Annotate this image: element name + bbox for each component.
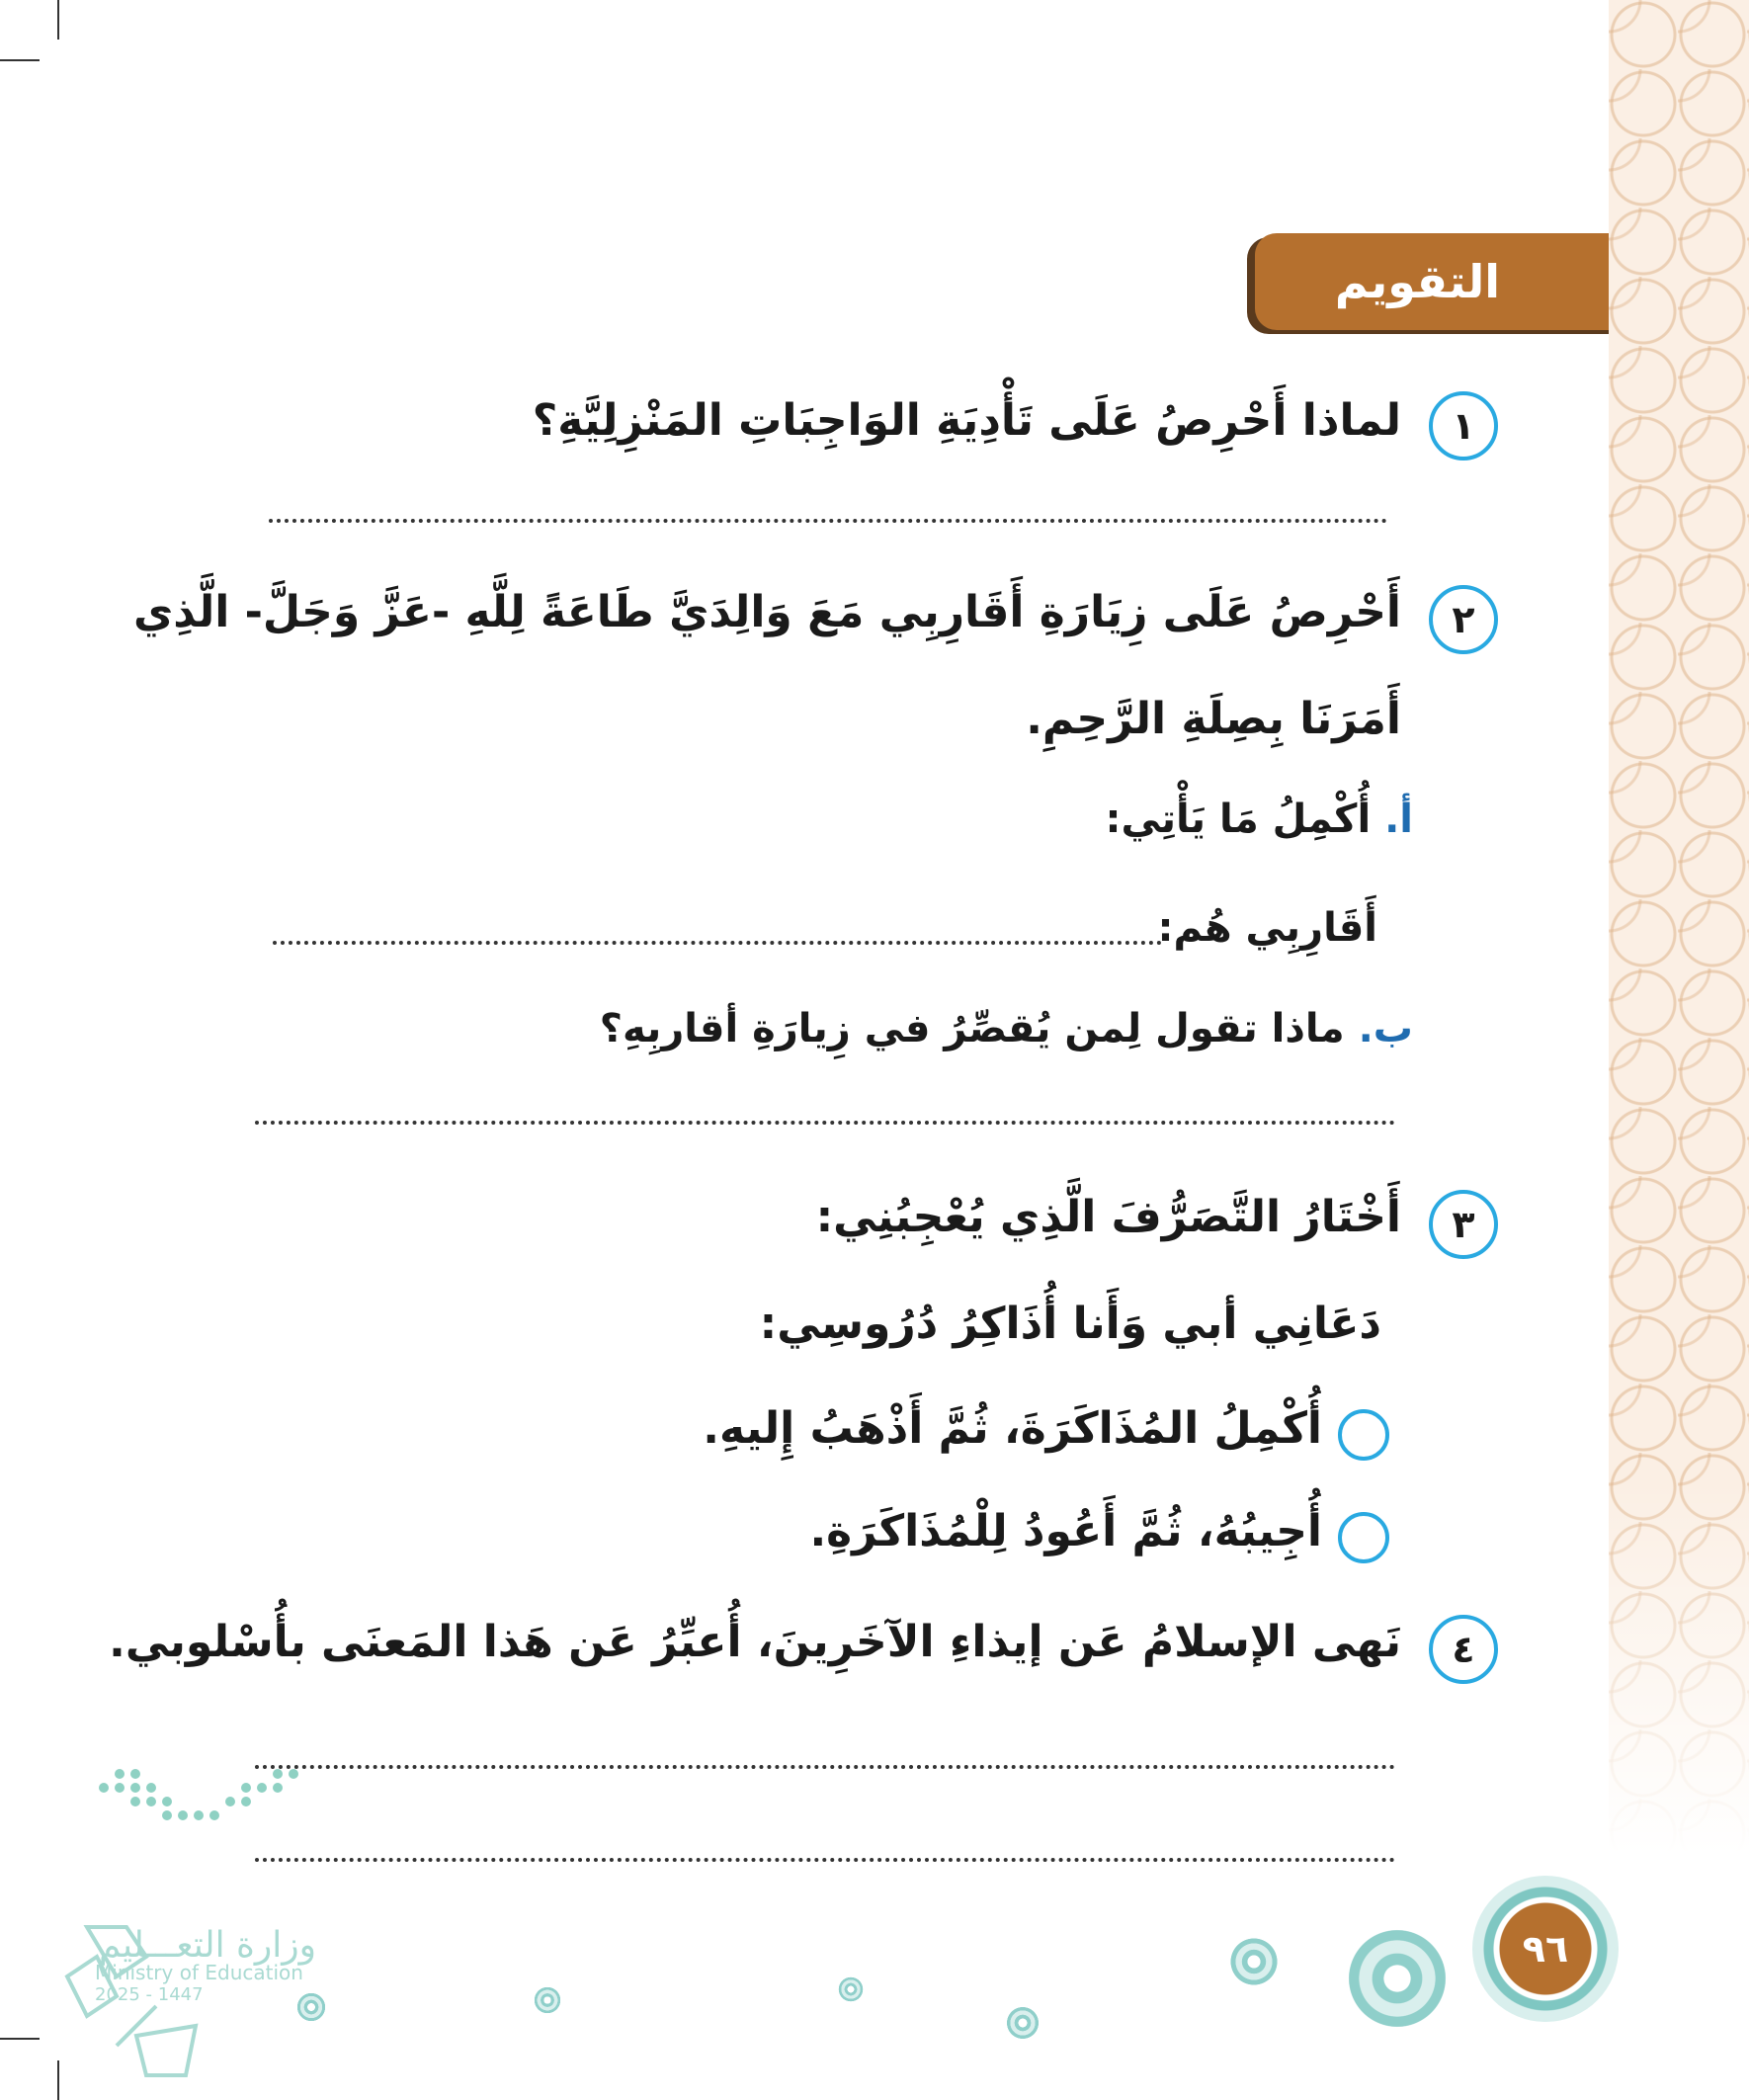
answer-line-2a bbox=[273, 941, 1162, 945]
option-2-text: أُجِيبُهُ، ثُمَّ أَعُودُ لِلْمُذَاكَرَةِ. bbox=[809, 1506, 1322, 1556]
question-2a-text: أُكْمِلُ مَا يَأْتِي: bbox=[1105, 797, 1372, 842]
crop-mark bbox=[0, 59, 40, 61]
question-1-number: ١ bbox=[1429, 391, 1498, 461]
question-2b bbox=[600, 1006, 1413, 1051]
question-4-number: ٤ bbox=[1429, 1615, 1498, 1684]
question-2b-text: ماذا تقول لِمن يُقصِّرُ في زِيارَةِ أقاربِهِ؟ bbox=[599, 1006, 1345, 1051]
option-2-radio[interactable] bbox=[1338, 1512, 1389, 1563]
decorative-rosette bbox=[838, 1976, 864, 2002]
question-1-text: لماذا أَحْرِصُ عَلَى تَأْدِيَةِ الوَاجِبَاتِ المَنْزِلِيَّةِ؟ bbox=[532, 395, 1401, 446]
ministry-name-en: Ministry of Education bbox=[95, 1961, 303, 1984]
ministry-name-ar: وزارة التعـــليم bbox=[99, 1925, 317, 1966]
edition-year: 2025 - 1447 bbox=[95, 1984, 204, 2005]
option-1-radio[interactable] bbox=[1338, 1409, 1389, 1461]
question-3-number: ٣ bbox=[1429, 1190, 1498, 1259]
decorative-rosette bbox=[1229, 1937, 1279, 1986]
answer-line-4a bbox=[255, 1765, 1395, 1769]
question-2-number: ٢ bbox=[1429, 585, 1498, 654]
question-2a-prompt: أَقَارِبِي هُم: bbox=[1157, 905, 1377, 951]
decorative-rosette bbox=[534, 1986, 561, 2014]
section-tab bbox=[1255, 233, 1609, 330]
question-2a bbox=[1106, 797, 1414, 842]
crop-mark bbox=[0, 2038, 40, 2040]
question-3-scenario: دَعَانِي أبي وَأَنا أُذَاكِرُ دُرُوسِي: bbox=[759, 1299, 1381, 1349]
question-2-line-1: أَحْرِصُ عَلَى زِيَارَةِ أَقَارِبِي مَعَ وَالِدَيَّ طَاعَةً لِلَّهِ -عَزَّ وَجَلَّ- الَّذِي bbox=[132, 587, 1401, 637]
decorative-rosette bbox=[296, 1992, 326, 2022]
section-title: التقويم bbox=[1334, 255, 1500, 308]
page-number-badge bbox=[1472, 1876, 1619, 2022]
decorative-rosette bbox=[1006, 2006, 1040, 2040]
question-4-text: نَهى الإسلامُ عَن إيذاءِ الآخَرِينَ، أُعبِّرُ عَن هَذا المَعنَى بأُسْلوبي. bbox=[109, 1617, 1401, 1667]
question-2a-marker: أ. bbox=[1384, 797, 1413, 842]
question-2-line-2: أَمَرَنَا بِصِلَةِ الرَّحِمِ. bbox=[1026, 694, 1401, 744]
side-band-fade bbox=[1609, 1482, 1749, 2100]
answer-line-2b bbox=[255, 1121, 1395, 1125]
page-number: ٩٦ bbox=[1522, 1927, 1569, 1971]
answer-line-4b bbox=[255, 1858, 1395, 1862]
option-1-text: أُكْمِلُ المُذَاكَرَةَ، ثُمَّ أَذْهَبُ إِليهِ. bbox=[703, 1403, 1322, 1454]
question-2b-marker: ب. bbox=[1358, 1006, 1413, 1051]
answer-line-1 bbox=[269, 519, 1387, 523]
ministry-logo-dots bbox=[99, 1769, 306, 1838]
decorative-rosette bbox=[1346, 1927, 1449, 2030]
question-3-text: أَخْتَارُ التَّصَرُّفَ الَّذِي يُعْجِبُنِي: bbox=[815, 1192, 1401, 1242]
crop-mark bbox=[57, 0, 59, 40]
